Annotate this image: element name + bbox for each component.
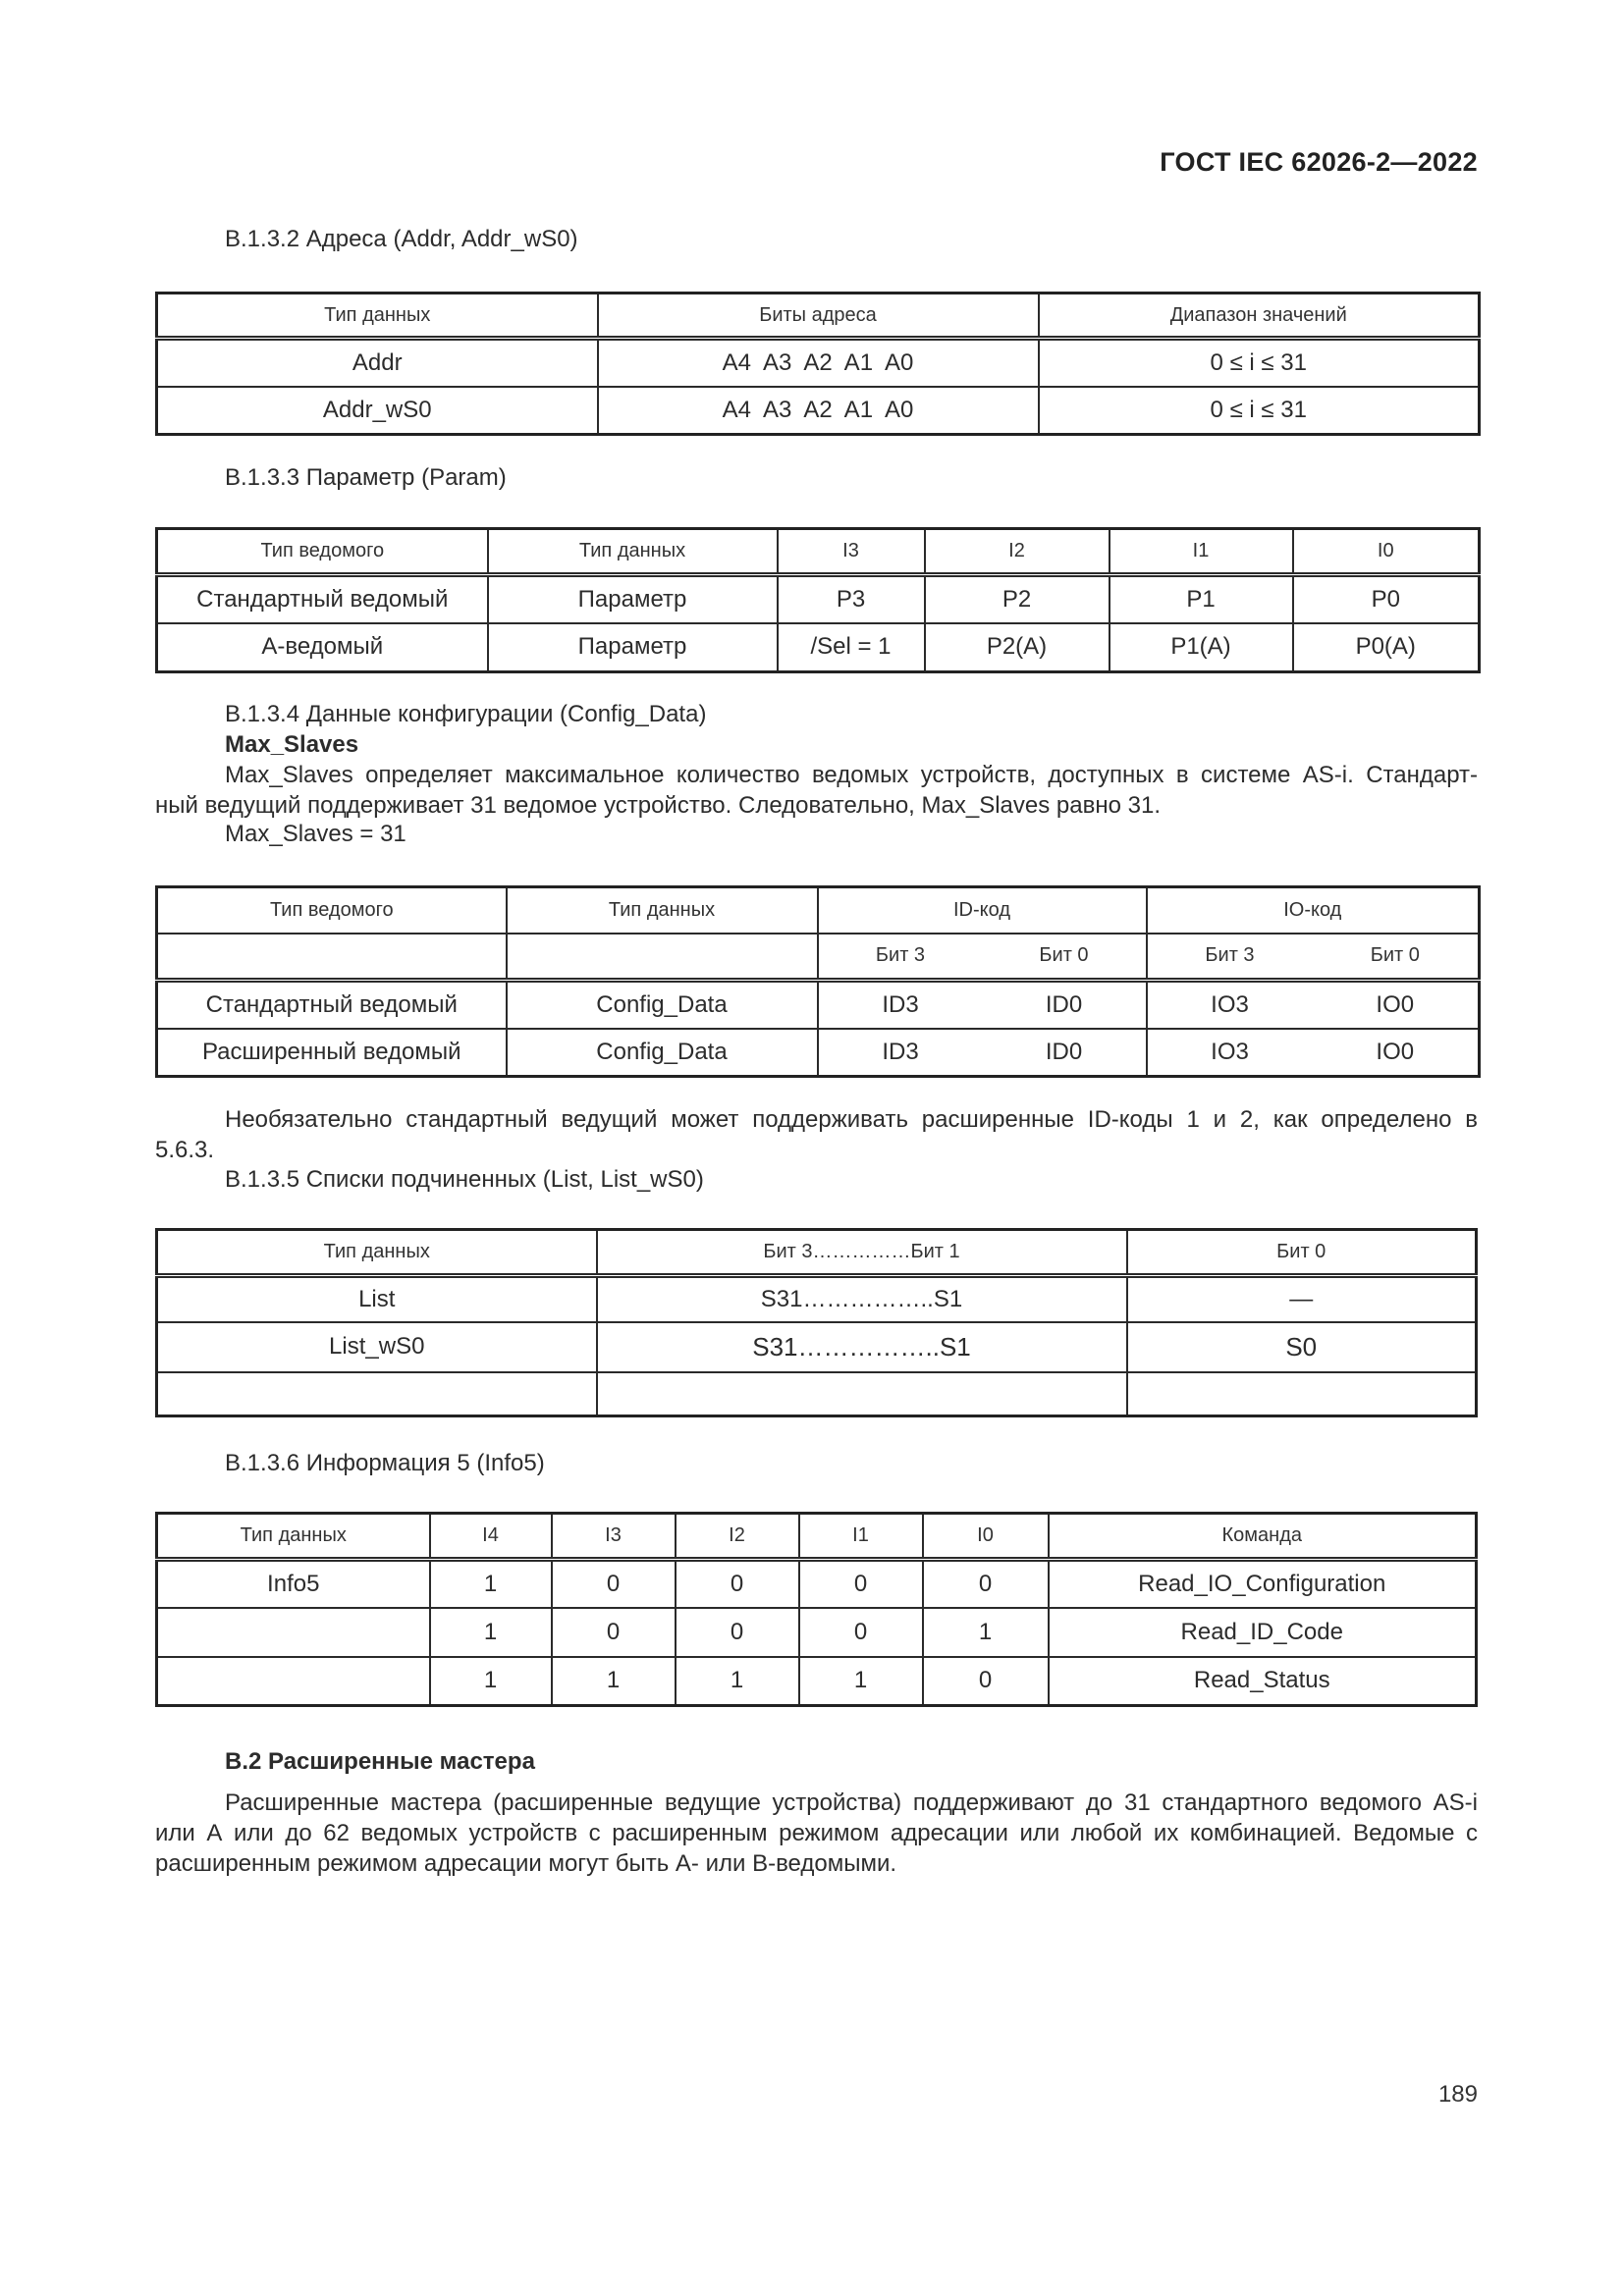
info5-table [155, 1512, 1478, 1707]
column-subheader: Бит 0 [983, 934, 1147, 981]
column-header: Тип данных [157, 294, 598, 339]
column-header: I1 [1110, 529, 1293, 575]
column-header: Тип данных [157, 1230, 597, 1276]
table-cell: 0 [799, 1608, 923, 1657]
table-row [157, 387, 1480, 435]
table-cell: 1 [552, 1657, 676, 1706]
table-cell: 1 [430, 1657, 552, 1706]
table-cell: Стандартный ведомый [157, 981, 507, 1029]
table-cell: A4 A3 A2 A1 A0 [598, 339, 1039, 387]
table-subheader-row [157, 934, 1480, 981]
table-cell: ID0 [983, 981, 1147, 1029]
table-cell: Info5 [157, 1560, 430, 1608]
table-cell [157, 1657, 430, 1706]
table-cell: 0 [676, 1608, 799, 1657]
column-subheader [157, 934, 507, 981]
table-cell: 1 [799, 1657, 923, 1706]
table-cell [157, 1608, 430, 1657]
column-header: Бит 0 [1127, 1230, 1477, 1276]
table-row [157, 339, 1480, 387]
paragraph-line: Max_Slaves определяет максимальное количество ведомых устройств, доступных в системе AS-i. Стандарт- [225, 762, 1478, 788]
table-cell: S31……………..S1 [597, 1322, 1127, 1372]
table-row [157, 623, 1480, 672]
table-cell: ID3 [818, 1029, 983, 1077]
page-number: 189 [1437, 2081, 1478, 2108]
table-row [157, 1372, 1477, 1416]
column-header-group: ID-код [818, 887, 1147, 934]
table-cell: IO3 [1147, 981, 1313, 1029]
table-cell: S0 [1127, 1322, 1477, 1372]
table-header-row [157, 294, 1480, 339]
column-subheader: Бит 0 [1313, 934, 1480, 981]
extended-masters-paragraph [155, 1788, 1478, 1879]
table-row [157, 575, 1480, 623]
table-cell: 0 ≤ i ≤ 31 [1039, 387, 1480, 435]
table-cell [157, 1372, 597, 1416]
column-header: I3 [552, 1514, 676, 1560]
table-cell: P3 [778, 575, 925, 623]
column-header: Бит 3……………Бит 1 [597, 1230, 1127, 1276]
table-cell: Addr_wS0 [157, 387, 598, 435]
table-row [157, 1276, 1477, 1322]
addresses-table [155, 292, 1481, 436]
column-header: Биты адреса [598, 294, 1039, 339]
table-cell: IO3 [1147, 1029, 1313, 1077]
column-header: Тип ведомого [157, 529, 488, 575]
table-cell: Addr [157, 339, 598, 387]
section-title-b135: B.1.3.5 Списки подчиненных (List, List_wS0) [225, 1166, 704, 1193]
column-subheader: Бит 3 [818, 934, 983, 981]
column-subheader [507, 934, 818, 981]
parameter-table [155, 527, 1481, 673]
max-slaves-paragraph [155, 760, 1478, 821]
id-codes-note [155, 1104, 1478, 1165]
paragraph-line: ный ведущий поддерживает 31 ведомое устройство. Следовательно, Max_Slaves равно 31. [155, 792, 1161, 819]
table-cell: P1 [1110, 575, 1293, 623]
table-cell: List [157, 1276, 597, 1322]
section-title-b133: B.1.3.3 Параметр (Param) [225, 464, 507, 491]
section-title-b134: B.1.3.4 Данные конфигурации (Config_Data) [225, 701, 707, 727]
table-cell: List_wS0 [157, 1322, 597, 1372]
table-cell: Config_Data [507, 981, 818, 1029]
table-cell: P2(A) [925, 623, 1110, 672]
column-header: Тип данных [488, 529, 778, 575]
table-cell [1127, 1372, 1477, 1416]
table-cell: Стандартный ведомый [157, 575, 488, 623]
column-header: Команда [1049, 1514, 1477, 1560]
document-code-header: ГОСТ IEC 62026-2—2022 [1160, 147, 1478, 177]
table-cell: ID0 [983, 1029, 1147, 1077]
column-header: I0 [923, 1514, 1049, 1560]
column-header: I1 [799, 1514, 923, 1560]
table-cell: 0 [923, 1657, 1049, 1706]
column-header: Тип данных [507, 887, 818, 934]
paragraph-line: Расширенные мастера (расширенные ведущие устройства) поддерживают до 31 стандартного ведомого AS-i [225, 1789, 1478, 1816]
table-cell: 1 [676, 1657, 799, 1706]
column-header-group: IO-код [1147, 887, 1480, 934]
table-cell: IO0 [1313, 1029, 1480, 1077]
table-cell: 0 [552, 1608, 676, 1657]
section-title-b132: B.1.3.2 Адреса (Addr, Addr_wS0) [225, 226, 578, 252]
table-row [157, 1657, 1477, 1706]
table-cell: 1 [923, 1608, 1049, 1657]
table-header-row [157, 1514, 1477, 1560]
table-cell: — [1127, 1276, 1477, 1322]
max-slaves-heading: Max_Slaves [225, 731, 359, 758]
table-header-row [157, 529, 1480, 575]
table-cell: 0 [923, 1560, 1049, 1608]
table-cell: P2 [925, 575, 1110, 623]
table-header-row [157, 887, 1480, 934]
column-header: Тип ведомого [157, 887, 507, 934]
table-row [157, 1608, 1477, 1657]
max-slaves-formula: Max_Slaves = 31 [225, 821, 406, 847]
table-cell: Расширенный ведомый [157, 1029, 507, 1077]
column-header: I2 [676, 1514, 799, 1560]
table-cell: Config_Data [507, 1029, 818, 1077]
table-cell: Read_ID_Code [1049, 1608, 1477, 1657]
table-cell: 1 [430, 1560, 552, 1608]
table-cell: Read_IO_Configuration [1049, 1560, 1477, 1608]
section-title-b136: B.1.3.6 Информация 5 (Info5) [225, 1450, 545, 1476]
table-cell: S31……………..S1 [597, 1276, 1127, 1322]
table-cell: Параметр [488, 575, 778, 623]
table-cell: 0 [799, 1560, 923, 1608]
table-cell: P1(A) [1110, 623, 1293, 672]
table-row [157, 1029, 1480, 1077]
paragraph-line: или А или до 62 ведомых устройств с расширенным режимом адресации или любой их комбинацией. Ведомые с [155, 1820, 1478, 1846]
table-row [157, 1560, 1477, 1608]
column-header: I0 [1293, 529, 1480, 575]
table-cell [597, 1372, 1127, 1416]
table-cell: P0 [1293, 575, 1480, 623]
table-header-row [157, 1230, 1477, 1276]
table-cell: /Sel = 1 [778, 623, 925, 672]
table-cell: ID3 [818, 981, 983, 1029]
table-cell: IO0 [1313, 981, 1480, 1029]
table-cell: Read_Status [1049, 1657, 1477, 1706]
paragraph-line: расширенным режимом адресации могут быть А- или В-ведомыми. [155, 1850, 897, 1877]
table-cell: А-ведомый [157, 623, 488, 672]
table-cell: 0 [552, 1560, 676, 1608]
table-cell: 0 [676, 1560, 799, 1608]
paragraph-line: 5.6.3. [155, 1137, 215, 1163]
column-header: Диапазон значений [1039, 294, 1480, 339]
table-cell: 1 [430, 1608, 552, 1657]
table-row [157, 1322, 1477, 1372]
column-subheader: Бит 3 [1147, 934, 1313, 981]
column-header: I4 [430, 1514, 552, 1560]
column-header: I3 [778, 529, 925, 575]
column-header: I2 [925, 529, 1110, 575]
table-cell: Параметр [488, 623, 778, 672]
table-cell: 0 ≤ i ≤ 31 [1039, 339, 1480, 387]
column-header: Тип данных [157, 1514, 430, 1560]
paragraph-line: Необязательно стандартный ведущий может поддерживать расширенные ID-коды 1 и 2, как определено в [225, 1106, 1478, 1133]
table-row [157, 981, 1480, 1029]
table-cell: A4 A3 A2 A1 A0 [598, 387, 1039, 435]
config-data-table [155, 885, 1481, 1078]
table-cell: P0(A) [1293, 623, 1480, 672]
slave-lists-table [155, 1228, 1478, 1417]
section-title-b2: B.2 Расширенные мастера [225, 1748, 535, 1775]
